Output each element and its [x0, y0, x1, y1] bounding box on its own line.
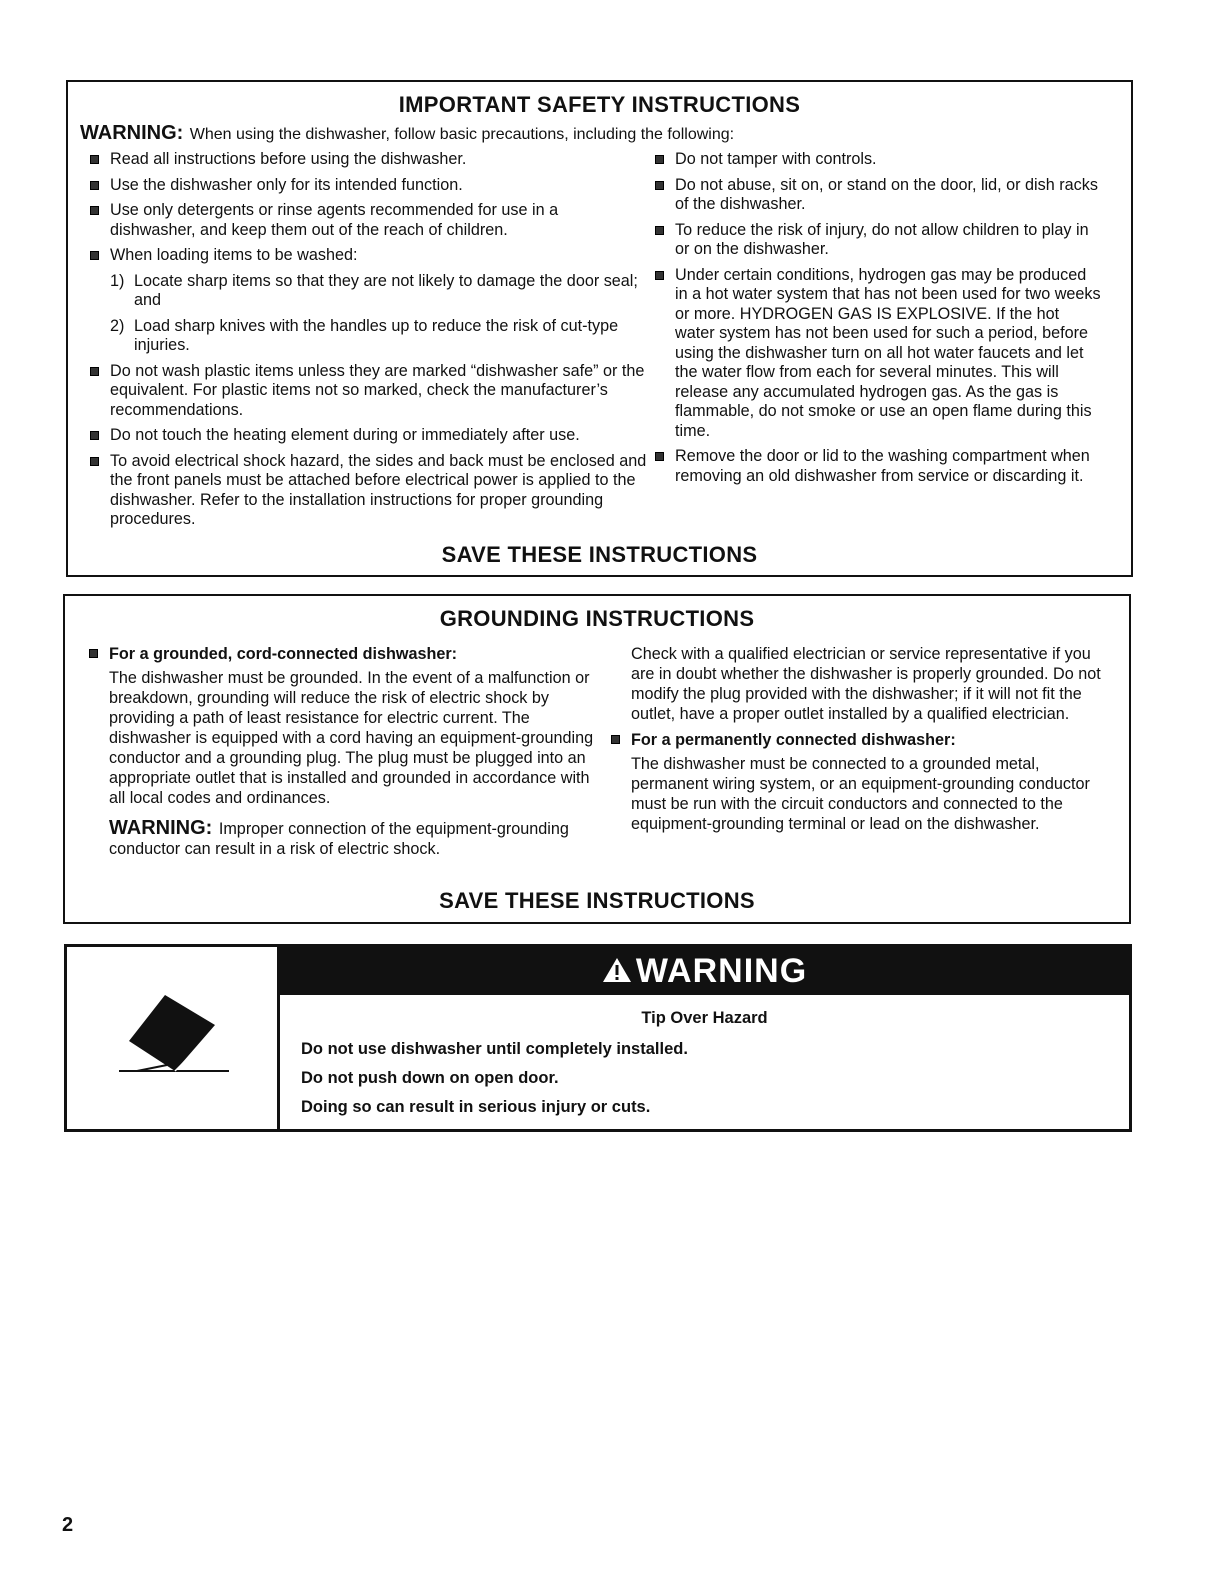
grounding-save-instructions: SAVE THESE INSTRUCTIONS: [439, 888, 755, 913]
safety-instructions-box: [66, 80, 1133, 577]
permanent-connected-body: The dishwasher must be connected to a grounded metal, permanent wiring system, or an equipment-grounding conductor must be run with the circuit conductors and connected to the equipment-grounding terminal or lead on the dishwasher.: [631, 755, 1090, 833]
tip-over-line: Do not use dishwasher until completely installed.: [301, 1040, 688, 1058]
grounding-title: GROUNDING INSTRUCTIONS: [439, 606, 755, 631]
safety-right-column: [653, 150, 1103, 492]
bullet-icon: [655, 271, 664, 280]
safety-subitem: 2) Load sharp knives with the handles up to reduce the risk of cut-type injuries.: [110, 316, 619, 354]
bullet-icon: [90, 431, 99, 440]
tip-over-warning-box: [64, 944, 1132, 1132]
cord-connected-body: The dishwasher must be grounded. In the event of a malfunction or breakdown, grounding will reduce the risk of electric shock by providing a path of least resistance for electric current. The dishwasher is equipped with a cord having an equipment-grounding conductor and a grounding plug. The plug must be plugged into an appropriate outlet that is installed and grounded in accordance with all local codes and ordinances.: [109, 669, 594, 807]
warning-banner-text: WARNING: [635, 952, 808, 990]
safety-item: When loading items to be washed:: [88, 246, 648, 266]
grounding-left-column: [87, 644, 607, 859]
bullet-icon: [90, 367, 99, 376]
safety-item: Read all instructions before using the dishwasher.: [88, 150, 648, 170]
bullet-icon: [611, 735, 620, 744]
bullet-icon: [90, 457, 99, 466]
bullet-icon: [89, 649, 98, 658]
safety-item: Do not touch the heating element during or immediately after use.: [88, 426, 648, 446]
warning-triangle-icon: [602, 949, 632, 997]
tip-over-line: Doing so can result in serious injury or cuts.: [301, 1098, 651, 1116]
dishwasher-tip-over-icon: [67, 947, 277, 1127]
bullet-icon: [655, 452, 664, 461]
grounding-right-column: [609, 644, 1114, 834]
cord-connected-heading: For a grounded, cord-connected dishwasher:: [87, 644, 607, 664]
safety-item: Remove the door or lid to the washing compartment when removing an old dishwasher from service or discarding it.: [653, 447, 1103, 486]
grounding-warning: [87, 818, 607, 859]
safety-item: Use the dishwasher only for its intended function.: [88, 176, 648, 196]
safety-item: Do not wash plastic items unless they are marked “dishwasher safe” or the equivalent. For plastic items not so marked, check the manufacturer’s recommendations.: [88, 362, 648, 421]
safety-warning-label: WARNING:: [80, 122, 184, 144]
tip-over-icon-panel: [67, 947, 280, 1129]
safety-warning: [80, 122, 1121, 145]
bullet-icon: [90, 206, 99, 215]
safety-title: IMPORTANT SAFETY INSTRUCTIONS: [398, 92, 801, 117]
bullet-icon: [655, 155, 664, 164]
safety-left-column: [88, 150, 648, 536]
tip-over-line: Do not push down on open door.: [301, 1069, 559, 1087]
safety-item: To reduce the risk of injury, do not allow children to play in or on the dishwasher.: [653, 221, 1103, 260]
bullet-icon: [90, 155, 99, 164]
safety-subitem: 1) Locate sharp items so that they are not likely to damage the door seal; and: [110, 271, 638, 309]
grounding-warning-text: Improper connection of the equipment-grounding conductor can result in a risk of electric shock.: [109, 820, 569, 858]
bullet-icon: [90, 251, 99, 260]
page-number: 2: [62, 1514, 74, 1536]
safety-item: Under certain conditions, hydrogen gas may be produced in a hot water system that has not been used for two weeks or more. HYDROGEN GAS IS EXPLOSIVE. If the hot water system has not been used for such a period, before using the dishwasher turn on all hot water faucets and let the water flow from each for several minutes. This will release any accumulated hydrogen gas. As the gas is flammable, do not smoke or use an open flame during this time.: [653, 266, 1103, 442]
bullet-icon: [90, 181, 99, 190]
grounding-check-electrician: Check with a qualified electrician or service representative if you are in doubt whether the dishwasher is properly grounded. Do not modify the plug provided with the dishwasher; if it will not fit the outlet, have a proper outlet installed by a qualified electrician.: [631, 645, 1101, 723]
safety-save-instructions: SAVE THESE INSTRUCTIONS: [441, 542, 758, 567]
bullet-icon: [655, 226, 664, 235]
bullet-icon: [655, 181, 664, 190]
safety-warning-text: When using the dishwasher, follow basic precautions, including the following:: [189, 126, 735, 143]
safety-item: Use only detergents or rinse agents recommended for use in a dishwasher, and keep them out of the reach of children.: [88, 201, 648, 240]
safety-item: To avoid electrical shock hazard, the sides and back must be enclosed and the front panels must be attached before electrical power is applied to the dishwasher. Refer to the installation instructions for proper grounding procedures.: [88, 452, 648, 530]
warning-banner: [280, 947, 1129, 995]
safety-item: Do not abuse, sit on, or stand on the door, lid, or dish racks of the dishwasher.: [653, 176, 1103, 215]
tip-over-hazard-title: Tip Over Hazard: [641, 1009, 768, 1027]
grounding-instructions-box: [63, 594, 1131, 924]
grounding-warning-label: WARNING:: [109, 817, 213, 839]
safety-item: Do not tamper with controls.: [653, 150, 1103, 170]
permanent-connected-heading: For a permanently connected dishwasher:: [609, 730, 1114, 750]
